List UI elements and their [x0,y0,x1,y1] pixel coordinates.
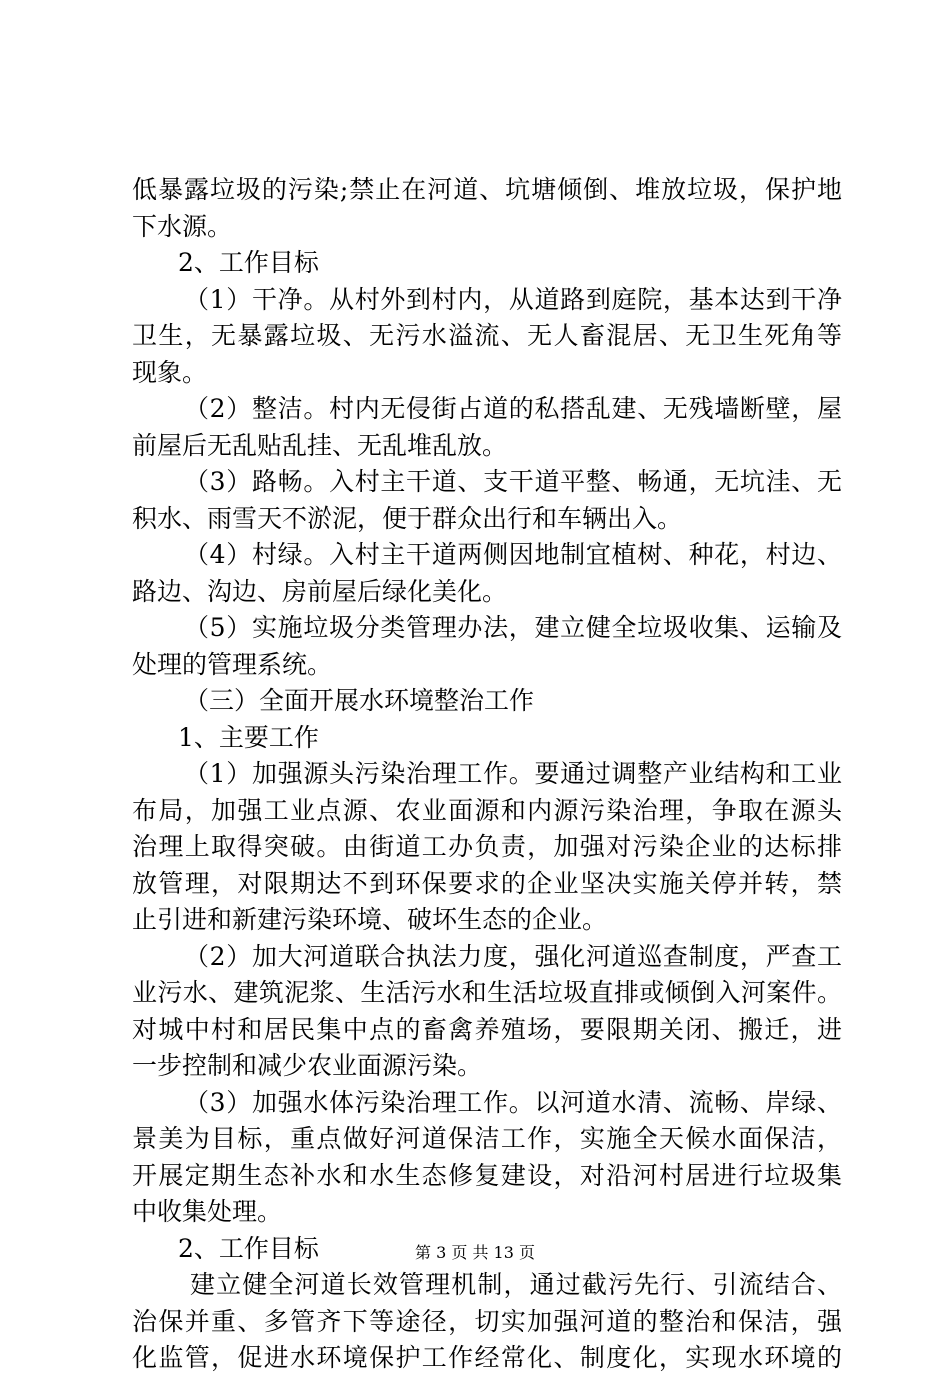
text-line: 2、工作目标 [178,1233,319,1263]
text-line: 低暴露垃圾的污染;禁止在河道、坑塘倾倒、堆放垃圾，保护地 [132,175,842,204]
text-line: 景美为目标，重点做好河道保洁工作，实施全天候水面保洁， [132,1124,842,1153]
text-line: 开展定期生态补水和水生态修复建设，对沿河村居进行垃圾集 [132,1160,842,1190]
page-footer: 第 3 页 共 13 页 [415,1243,535,1262]
text-line: 化监管，促进水环境保护工作经常化、制度化，实现水环境的 [132,1343,842,1372]
text-line: （2）加大河道联合执法力度，强化河道巡查制度，严查工 [184,941,842,971]
text-line: （3）路畅。入村主干道、支干道平整、畅通，无坑洼、无 [184,467,842,496]
text-line: 治理上取得突破。由街道工办负责，加强对污染企业的达标排 [132,832,842,861]
text-line: 现象。 [132,357,208,387]
text-line: （3）加强水体污染治理工作。以河道水清、流畅、岸绿、 [184,1087,842,1117]
text-line: （1）加强源头污染治理工作。要通过调整产业结构和工业 [184,759,842,788]
text-line: 放管理，对限期达不到环保要求的企业坚决实施关停并转，禁 [132,868,842,898]
text-line: 止引进和新建污染环境、破坏生态的企业。 [132,905,608,934]
text-line: 对城中村和居民集中点的畜禽养殖场，要限期关闭、搬迁，进 [132,1014,842,1044]
text-line: 2、工作目标 [178,248,319,277]
text-line: 前屋后无乱贴乱挂、无乱堆乱放。 [132,430,508,460]
text-line: 中收集处理。 [132,1197,283,1226]
text-line: （4）村绿。入村主干道两侧因地制宜植树、种花，村边、 [184,540,842,569]
text-line: 业污水、建筑泥浆、生活污水和生活垃圾直排或倾倒入河案件。 [132,978,842,1007]
text-line: 一步控制和减少农业面源污染。 [132,1051,483,1080]
text-line: 积水、雨雪天不淤泥，便于群众出行和车辆出入。 [132,503,683,533]
text-line: 路边、沟边、房前屋后绿化美化。 [132,576,508,606]
text-line: 1、主要工作 [178,722,319,752]
text-line: （5）实施垃圾分类管理办法，建立健全垃圾收集、运输及 [184,613,842,642]
text-line: 下水源。 [132,211,233,241]
text-line: 建立健全河道长效管理机制，通过截污先行、引流结合、 [190,1270,842,1299]
text-line: 卫生，无暴露垃圾、无污水溢流、无人畜混居、无卫生死角等 [132,321,842,350]
text-line: 布局，加强工业点源、农业面源和内源污染治理，争取在源头 [132,795,842,825]
text-line: 治保并重、多管齐下等途径，切实加强河道的整治和保洁，强 [132,1306,842,1336]
text-line: （三）全面开展水环境整治工作 [184,686,535,715]
text-line: 处理的管理系统。 [132,649,333,679]
document-body [132,172,842,1377]
text-line: （1）干净。从村外到村内，从道路到庭院，基本达到干净 [184,284,842,314]
text-line: （2）整洁。村内无侵街占道的私搭乱建、无残墙断壁，屋 [184,394,842,423]
